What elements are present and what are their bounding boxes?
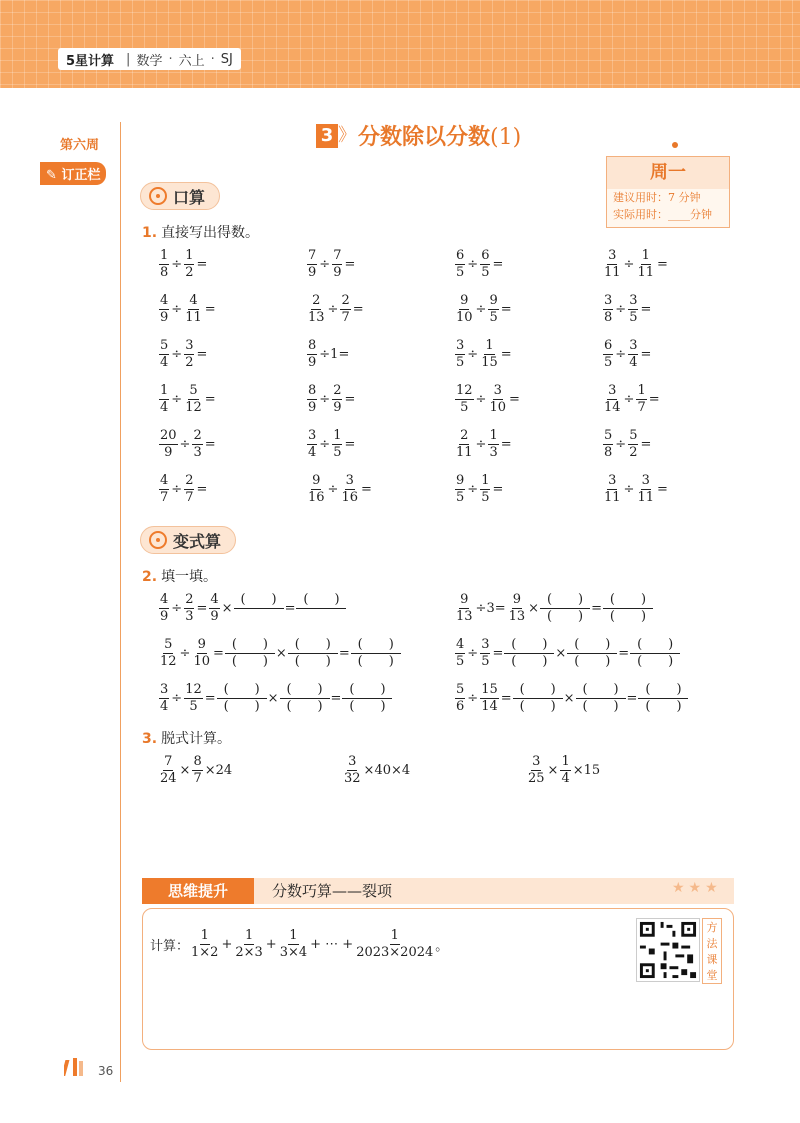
blank-fraction[interactable]: ( ) ( ) [504,637,554,670]
expr-2-4: $\frac{3}{8}$ ÷ $\frac{3}{5}$ = [604,293,652,325]
blank-fraction[interactable]: ( ) [296,592,346,625]
expr-6-4: $\frac{3}{11}$ ÷ $\frac{3}{11}$ = [604,473,668,505]
expr-1-2: $\frac{7}{9}$ ÷ $\frac{7}{9}$ = [308,248,356,280]
header-band [0,0,800,88]
brand-name: 5星计算 [66,53,115,69]
qr-code-icon[interactable] [636,918,700,982]
blank-fraction[interactable]: ( ) ( ) [567,637,617,670]
expr-3-3: $\frac{3}{5}$ ÷ $\frac{1}{15}$ = [456,338,512,370]
calc-2: $\frac{3}{32}$ ×40×4 [344,754,411,786]
fill-6: $\frac{5}{6}$ ÷ $\frac{15}{14}$ = ( ) ( ) × ( ) ( ) = ( ) ( ) [454,682,688,715]
expr-6-2: $\frac{9}{16}$ ÷ $\frac{3}{16}$ = [308,473,372,505]
blank-fraction[interactable]: ( ) ( ) [630,637,680,670]
expr-5-1: $\frac{20}{9}$ ÷ $\frac{2}{3}$ = [160,428,216,460]
expr-2-2: $\frac{2}{13}$ ÷ $\frac{2}{7}$ = [308,293,364,325]
blank-fraction[interactable]: ( ) ( ) [540,592,590,625]
blank-fraction[interactable]: ( ) ( ) [217,682,267,715]
expr-5-4: $\frac{5}{8}$ ÷ $\frac{5}{2}$ = [604,428,652,460]
question-3-label: 3. 脱式计算。 [142,731,232,747]
star-rating-icon: ★★★ [672,880,722,896]
section-variant: 变式算 [140,526,236,554]
actual-time: 实际用时：____分钟 [613,208,712,221]
edition: SJ [220,51,233,67]
expr-4-3: $\frac{12}{5}$ ÷ $\frac{3}{10}$ = [456,383,520,415]
books-icon [64,1058,90,1076]
blank-fraction[interactable]: ( ) ( ) [280,682,330,715]
pin-icon [672,142,678,148]
blank-fraction[interactable]: ( ) [234,592,284,625]
expr-3-2: $\frac{8}{9}$ ÷1= [308,338,350,370]
method-class-label: 方法课堂 [702,918,722,984]
expr-6-1: $\frac{4}{7}$ ÷ $\frac{2}{7}$ = [160,473,208,505]
blank-fraction[interactable]: ( ) ( ) [288,637,338,670]
blank-fraction[interactable]: ( ) ( ) [342,682,392,715]
subject: 数学 [136,53,163,69]
question-2-label: 2. 填一填。 [142,569,218,585]
expr-2-1: $\frac{4}{9}$ ÷ $\frac{4}{11}$ = [160,293,216,325]
pencil-icon: ✎ [46,168,57,183]
calc-3: $\frac{3}{25}$ × $\frac{1}{4}$ ×15 [528,754,601,786]
expr-5-2: $\frac{3}{4}$ ÷ $\frac{1}{5}$ = [308,428,356,460]
fill-3: $\frac{5}{12}$ ÷ $\frac{9}{10}$ = ( ) ( ) × ( ) ( ) = ( ) ( ) [158,637,401,670]
expr-4-2: $\frac{8}{9}$ ÷ $\frac{2}{9}$ = [308,383,356,415]
think-label: 思维提升 [142,878,254,904]
week-label: 第六周 [60,138,100,153]
expr-1-3: $\frac{6}{5}$ ÷ $\frac{6}{5}$ = [456,248,504,280]
page-title: 分数除以分数(1) [358,125,522,150]
margin-divider [120,122,121,1082]
chevron-right-icon: 》 [338,125,356,146]
expr-4-1: $\frac{1}{4}$ ÷ $\frac{5}{12}$ = [160,383,216,415]
expr-6-3: $\frac{9}{5}$ ÷ $\frac{1}{5}$ = [456,473,504,505]
book-brand: 5星计算 | 数学 · 六上 · SJ [58,48,241,70]
fill-4: $\frac{4}{5}$ ÷ $\frac{3}{5}$ = ( ) ( ) × ( ) ( ) = ( ) ( ) [454,637,680,670]
expr-3-4: $\frac{6}{5}$ ÷ $\frac{3}{4}$ = [604,338,652,370]
fill-1: $\frac{4}{9}$ ÷ $\frac{2}{3}$ = $\frac{4}{9}$ × ( ) = ( ) [158,592,346,625]
blank-fraction[interactable]: ( ) ( ) [351,637,401,670]
correction-tag: ✎ 订正栏 [40,162,106,185]
stopwatch-icon [149,187,167,205]
blank-fraction[interactable]: ( ) ( ) [225,637,275,670]
expr-4-4: $\frac{3}{14}$ ÷ $\frac{1}{7}$ = [604,383,660,415]
blank-fraction[interactable]: ( ) ( ) [576,682,626,715]
suggested-time: 建议用时：7 分钟 [613,191,701,204]
target-icon [149,531,167,549]
expr-2-3: $\frac{9}{10}$ ÷ $\frac{9}{5}$ = [456,293,512,325]
page-number: 36 [98,1064,114,1078]
blank-fraction[interactable]: ( ) ( ) [638,682,688,715]
section-oral: 口算 [140,182,220,210]
lesson-number: 3 [316,124,338,148]
blank-fraction[interactable]: ( ) ( ) [513,682,563,715]
calc-1: $\frac{7}{24}$ × $\frac{8}{7}$ ×24 [160,754,233,786]
grade: 六上 [178,53,205,69]
series-expression: 计算： 1 1×2 + $\frac{1}{2\times 3}$ + $\frac{1}{3\times 4}$ + ⋯ + $\frac{1}{2023\times 2024}$ 。 [150,928,449,960]
expr-1-1: $\frac{1}{8}$ ÷ $\frac{1}{2}$ = [160,248,208,280]
expr-1-4: $\frac{3}{11}$ ÷ $\frac{1}{11}$ = [604,248,668,280]
blank-fraction[interactable]: ( ) ( ) [603,592,653,625]
expr-5-3: $\frac{2}{11}$ ÷ $\frac{1}{3}$ = [456,428,512,460]
day-card [606,156,730,228]
expr-3-1: $\frac{5}{4}$ ÷ $\frac{3}{2}$ = [160,338,208,370]
fill-5: $\frac{3}{4}$ ÷ $\frac{12}{5}$ = ( ) ( ) × ( ) ( ) = ( ) ( ) [158,682,392,715]
question-1-label: 1. 直接写出得数。 [142,225,260,241]
fill-2: $\frac{9}{13}$ ÷3= $\frac{9}{13}$ × ( ) ( ) = ( ) ( ) [454,592,653,625]
think-title: 分数巧算——裂项 [272,882,393,900]
day-label: 周一 [607,157,729,189]
